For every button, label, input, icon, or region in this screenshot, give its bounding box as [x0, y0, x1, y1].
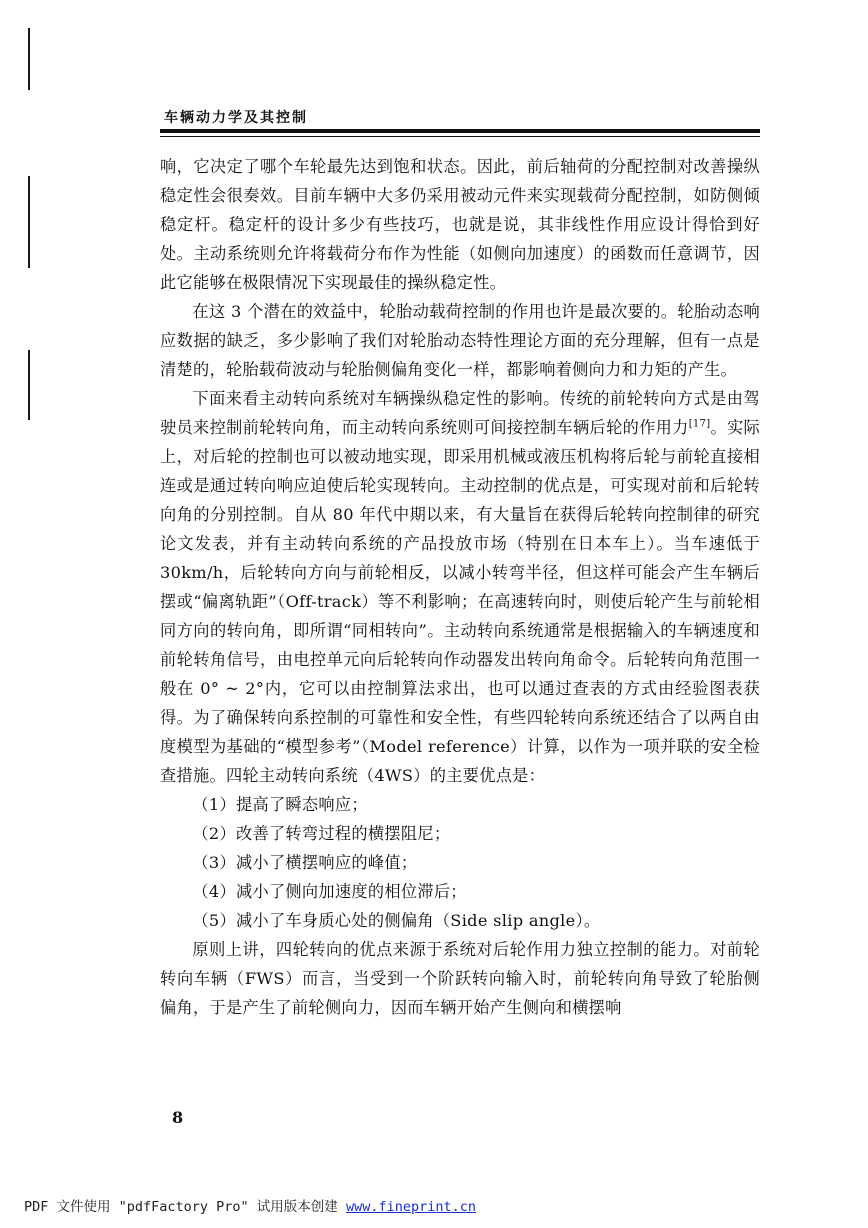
running-title: 车辆动力学及其控制	[164, 110, 308, 126]
paragraph-1: 响，它决定了哪个车轮最先达到饱和状态。因此，前后轴荷的分配控制对改善操纵稳定性会很奏效。目前车辆中大多仍采用被动元件来实现载荷分配控制，如防侧倾稳定杆。稳定杆的设计多少有些技巧，也就是说，其非线性作用应设计得恰到好处。主动系统则允许将载荷分布作为性能（如侧向加速度）的函数而任意调节，因此它能够在极限情况下实现最佳的操纵稳定性。	[160, 157, 760, 292]
margin-mark-1	[28, 28, 30, 90]
paragraph-3	[160, 384, 760, 790]
footer-text: PDF 文件使用 "pdfFactory Pro" 试用版本创建	[24, 1199, 346, 1215]
margin-mark-2	[28, 176, 30, 268]
header-rule-thin	[160, 136, 760, 137]
reference-mark: [17]	[688, 418, 711, 430]
footer-link[interactable]: www.fineprint.cn	[345, 1199, 476, 1215]
margin-mark-3	[28, 350, 30, 420]
list-item: （5）减小了车身质心处的侧偏角（Side slip angle）。	[192, 911, 601, 930]
paragraph-3-rest: 。实际上，对后轮的控制也可以被动地实现，即采用机械或液压机构将后轮与前轮直接相连或是通过转向响应迫使后轮实现转向。主动控制的优点是，可实现对前和后轮转向角的分别控制。自从 80 年代中期以来，有大量旨在获得后轮转向控制律的研究论文发表，并有主动转向系统的产品投放市场（特别在日本车上）。当车速低于 30km/h，后轮转向方向与前轮相反，以减小转弯半径，但这样可能会产生车辆后摆或“偏离轨距”（Off-track）等不利影响；在高速转向时，则使后轮产生与前轮相同方向的转向角，即所谓“同相转向”。主动转向系统通常是根据输入的车辆速度和前轮转角信号，由电控单元向后轮转向作动器发出转向角命令。后轮转向角范围一般在 0° ~ 2°内，它可以由控制算法求出，也可以通过查表的方式由经验图表获得。为了确保转向系控制的可靠性和安全性，有些四轮转向系统还结合了以两自由度模型为基础的“模型参考”（Model reference）计算，以作为一项并联的安全检查措施。四轮主动转向系统（4WS）的主要优点是：	[160, 418, 760, 785]
list-item: （4）减小了侧向加速度的相位滞后；	[192, 882, 467, 901]
paragraph-2: 在这 3 个潜在的效益中，轮胎动载荷控制的作用也许是最次要的。轮胎动态响应数据的缺乏，多少影响了我们对轮胎动态特性理论方面的充分理解，但有一点是清楚的，轮胎载荷波动与轮胎侧偏角变化一样，都影响着侧向力和力矩的产生。	[160, 302, 760, 379]
pdf-footer	[24, 1195, 476, 1215]
closing-paragraph: 原则上讲，四轮转向的优点来源于系统对后轮作用力独立控制的能力。对前轮转向车辆（FWS）而言，当受到一个阶跃转向输入时，前轮转向角导致了轮胎侧偏角，于是产生了前轮侧向力，因而车辆开始产生侧向和横摆响	[160, 940, 760, 1017]
header-rule-thick	[160, 129, 760, 133]
paragraph-3-start: 下面来看主动转向系统对车辆操纵稳定性的影响。传统的前轮转向方式是由驾驶员来控制前轮转向角，而主动转向系统则可间接控制车辆后轮的作用力	[160, 389, 760, 437]
body-text	[160, 152, 760, 1022]
list-item: （2）改善了转弯过程的横摆阻尼；	[192, 824, 451, 843]
page-number: 8	[172, 1108, 184, 1127]
list-item: （3）减小了横摆响应的峰值；	[192, 853, 418, 872]
list-item: （1）提高了瞬态响应；	[192, 795, 368, 814]
